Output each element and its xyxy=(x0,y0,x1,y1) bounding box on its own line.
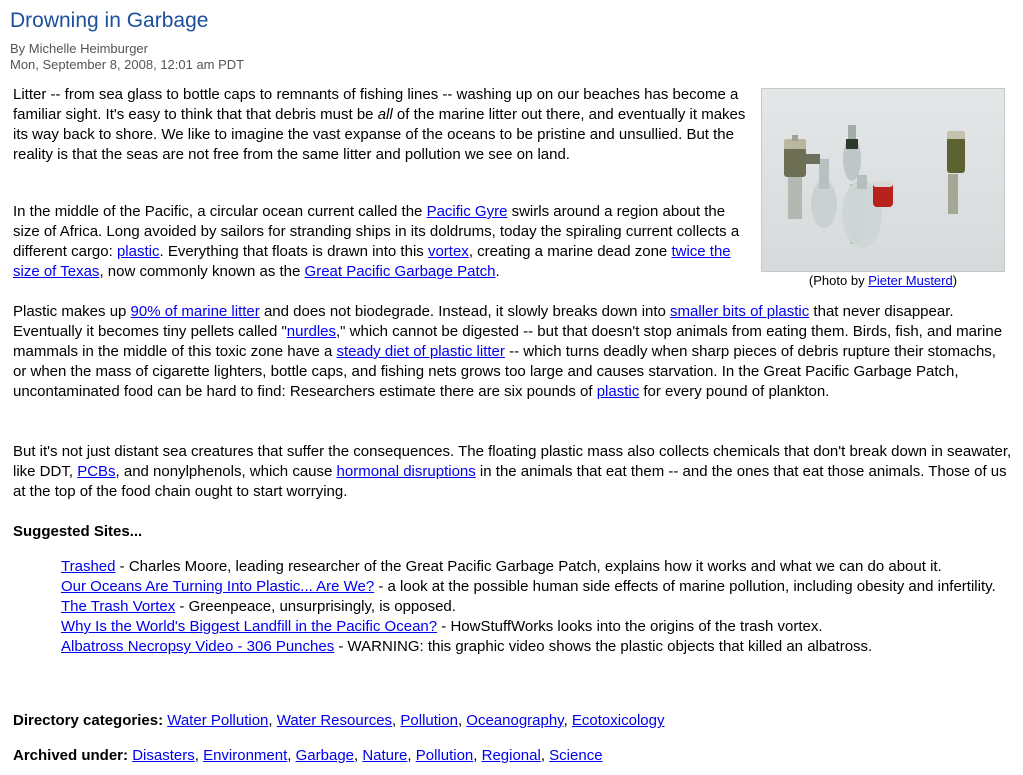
link-plastic-2[interactable]: plastic xyxy=(596,383,640,400)
suggested-link-biggest-landfill[interactable]: Why Is the World's Biggest Landfill in the Pacific Ocean? xyxy=(61,618,438,635)
text: in the animals that eat them -- and the ones that eat those animals. Those of us at the top of the food chain ought to start worrying. xyxy=(13,463,1007,500)
text: , and nonylphenols, which cause xyxy=(115,463,337,480)
text: and does not biodegrade. Instead, it slowly breaks down into xyxy=(259,303,671,320)
link-marine-litter[interactable]: 90% of marine litter xyxy=(130,303,260,320)
archive-link[interactable]: Environment xyxy=(203,747,288,764)
link-pacific-gyre[interactable]: Pacific Gyre xyxy=(426,203,508,220)
text: ," which cannot be digested -- but that doesn't stop animals from eating them. Birds, fish, and marine mammals in the middle of this toxic zone have a xyxy=(13,323,1003,360)
text: for every pound of plankton. xyxy=(639,383,830,400)
text: In the middle of the Pacific, a circular ocean current called the xyxy=(13,203,427,220)
list-item-desc: - HowStuffWorks looks into the origins of the trash vortex. xyxy=(437,618,823,635)
link-hormonal[interactable]: hormonal disruptions xyxy=(336,463,476,480)
photographer-link[interactable]: Pieter Musterd xyxy=(868,273,953,288)
link-steady-diet[interactable]: steady diet of plastic litter xyxy=(336,343,505,360)
text: , now commonly known as the xyxy=(99,263,305,280)
archived-under: Archived under: Disasters, Environment, Garbage, Nature, Pollution, Regional, Science xyxy=(13,747,603,764)
list-item-desc: - WARNING: this graphic video shows the plastic objects that killed an albatross. xyxy=(334,638,873,655)
article-date: Mon, September 8, 2008, 12:01 am PDT xyxy=(10,57,245,72)
suggested-link-trash-vortex[interactable]: The Trash Vortex xyxy=(61,598,176,615)
paragraph-gyre xyxy=(13,202,753,282)
suggested-link-oceans-plastic[interactable]: Our Oceans Are Turning Into Plastic... Are We? xyxy=(61,578,375,595)
archive-link[interactable]: Disasters xyxy=(132,747,195,764)
text: that never disappear. Eventually it becomes tiny pellets called " xyxy=(13,303,954,340)
archive-link[interactable]: Nature xyxy=(362,747,408,764)
list-item xyxy=(61,557,1006,577)
caption-text: ) xyxy=(952,273,958,288)
list-item-desc: - Greenpeace, unsurprisingly, is opposed. xyxy=(175,598,456,615)
directory-categories: Directory categories: Water Pollution, Water Resources, Pollution, Oceanography, Ecotoxicology xyxy=(13,712,665,729)
paragraph-intro xyxy=(13,85,753,165)
category-link[interactable]: Water Resources xyxy=(276,712,393,729)
suggested-link-albatross[interactable]: Albatross Necropsy Video - 306 Punches xyxy=(61,638,335,655)
link-garbage-patch[interactable]: Great Pacific Garbage Patch xyxy=(304,263,496,280)
category-link[interactable]: Ecotoxicology xyxy=(571,712,665,729)
archive-link[interactable]: Pollution xyxy=(415,747,474,764)
text: , creating a marine dead zone xyxy=(468,243,672,260)
list-item-desc: - Charles Moore, leading researcher of the Great Pacific Garbage Patch, explains how it works and what we can do about it. xyxy=(115,558,942,575)
list-item xyxy=(61,577,1006,597)
text: swirls around a region about the size of Africa. Long avoided by sailors for stranding ships in its doldrums, today the spiraling current collects a different cargo: xyxy=(13,203,740,260)
text: -- which turns deadly when sharp pieces of debris rupture their stomachs, or when the mass of cigarette lighters, bottle caps, and fishing nets grows too large and causes starvation. In the Great Pacific Garbage Patch, uncontaminated food can be hard to find: Researchers estimate there are six pounds of xyxy=(13,343,996,400)
link-plastic[interactable]: plastic xyxy=(116,243,160,260)
text: Plastic makes up xyxy=(13,303,131,320)
category-link[interactable]: Pollution xyxy=(400,712,458,729)
archive-link[interactable]: Science xyxy=(549,747,603,764)
link-nurdles[interactable]: nurdles xyxy=(286,323,336,340)
article-byline: By Michelle Heimburger xyxy=(10,41,148,56)
list-item xyxy=(61,597,1006,617)
emphasis-text: all xyxy=(377,106,393,123)
archived-label: Archived under: xyxy=(13,747,129,764)
category-link[interactable]: Water Pollution xyxy=(167,712,269,729)
caption-text: (Photo by xyxy=(808,273,869,288)
bottles-photo-illustration xyxy=(762,89,1004,271)
archive-link[interactable]: Regional xyxy=(481,747,541,764)
suggested-sites-heading: Suggested Sites... xyxy=(13,523,143,540)
suggested-sites-list xyxy=(61,557,1006,657)
list-item-desc: - a look at the possible human side effects of marine pollution, including obesity and infertility. xyxy=(374,578,996,595)
list-item xyxy=(61,617,1006,637)
archive-link[interactable]: Garbage xyxy=(295,747,354,764)
category-link[interactable]: Oceanography xyxy=(466,712,564,729)
text: . xyxy=(495,263,500,280)
link-pcbs[interactable]: PCBs xyxy=(77,463,116,480)
link-twice-texas[interactable]: twice the size of Texas xyxy=(13,243,731,280)
paragraph-plastic xyxy=(13,302,1013,402)
link-smaller-bits[interactable]: smaller bits of plastic xyxy=(670,303,810,320)
text: of the marine litter out there, and eventually it makes its way back to shore. We like to imagine the vast expanse of the oceans to be pristine and unsullied. But the reality is that the seas are not free from the same litter and pollution we see on land. xyxy=(13,106,746,163)
photo-caption xyxy=(761,273,1005,289)
link-vortex[interactable]: vortex xyxy=(427,243,469,260)
page-title: Drowning in Garbage xyxy=(10,9,209,32)
paragraph-chemicals xyxy=(13,442,1013,502)
article-photo xyxy=(761,88,1005,272)
text: . Everything that floats is drawn into this xyxy=(159,243,428,260)
directory-label: Directory categories: xyxy=(13,712,164,729)
list-item xyxy=(61,637,1006,657)
text: Litter -- from sea glass to bottle caps to remnants of fishing lines -- washing up on our beaches has become a familiar sight. It's easy to think that that debris must be xyxy=(13,86,739,123)
suggested-link-trashed[interactable]: Trashed xyxy=(61,558,116,575)
text: But it's not just distant sea creatures that suffer the consequences. The floating plastic mass also collects chemicals that don't break down in seawater, like DDT, xyxy=(13,443,1012,480)
